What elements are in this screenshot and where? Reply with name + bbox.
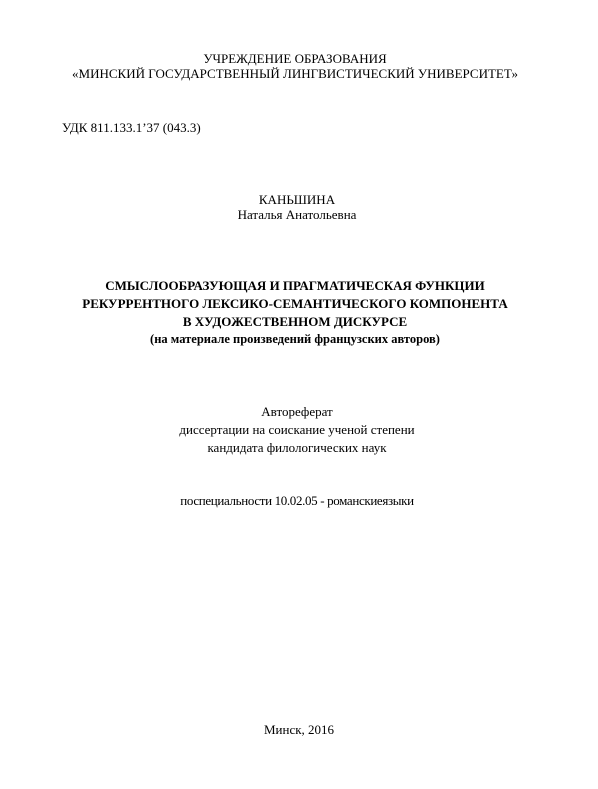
dissertation-title-line-3: В ХУДОЖЕСТВЕННОМ ДИСКУРСЕ	[182, 314, 408, 329]
institution-line-1: УЧРЕЖДЕНИЕ ОБРАЗОВАНИЯ	[203, 51, 387, 66]
abstract-label: Автореферат	[261, 404, 333, 419]
author-first-names: Наталья Анатольевна	[237, 207, 357, 222]
abstract-degree-line: диссертации на соискание ученой степени	[179, 422, 415, 437]
abstract-field-line: кандидата филологических наук	[207, 440, 387, 455]
specialty-line: поспециальности 10.02.05 - романскиеязыки	[180, 493, 414, 508]
dissertation-title-line-1: СМЫСЛООБРАЗУЮЩАЯ И ПРАГМАТИЧЕСКАЯ ФУНКЦИИ	[105, 278, 485, 293]
institution-line-2: «МИНСКИЙ ГОСУДАРСТВЕННЫЙ ЛИНГВИСТИЧЕСКИЙ УНИВЕРСИТЕТ»	[72, 66, 518, 81]
dissertation-subtitle: (на материале произведений французских авторов)	[150, 332, 440, 346]
author-last-name: КАНЬШИНА	[258, 192, 336, 207]
udk-code: УДК 811.133.1’37 (043.3)	[62, 120, 201, 135]
dissertation-title-line-2: РЕКУРРЕНТНОГО ЛЕКСИКО-СЕМАНТИЧЕСКОГО КОМПОНЕНТА	[82, 296, 508, 311]
place-year: Минск, 2016	[263, 722, 335, 737]
